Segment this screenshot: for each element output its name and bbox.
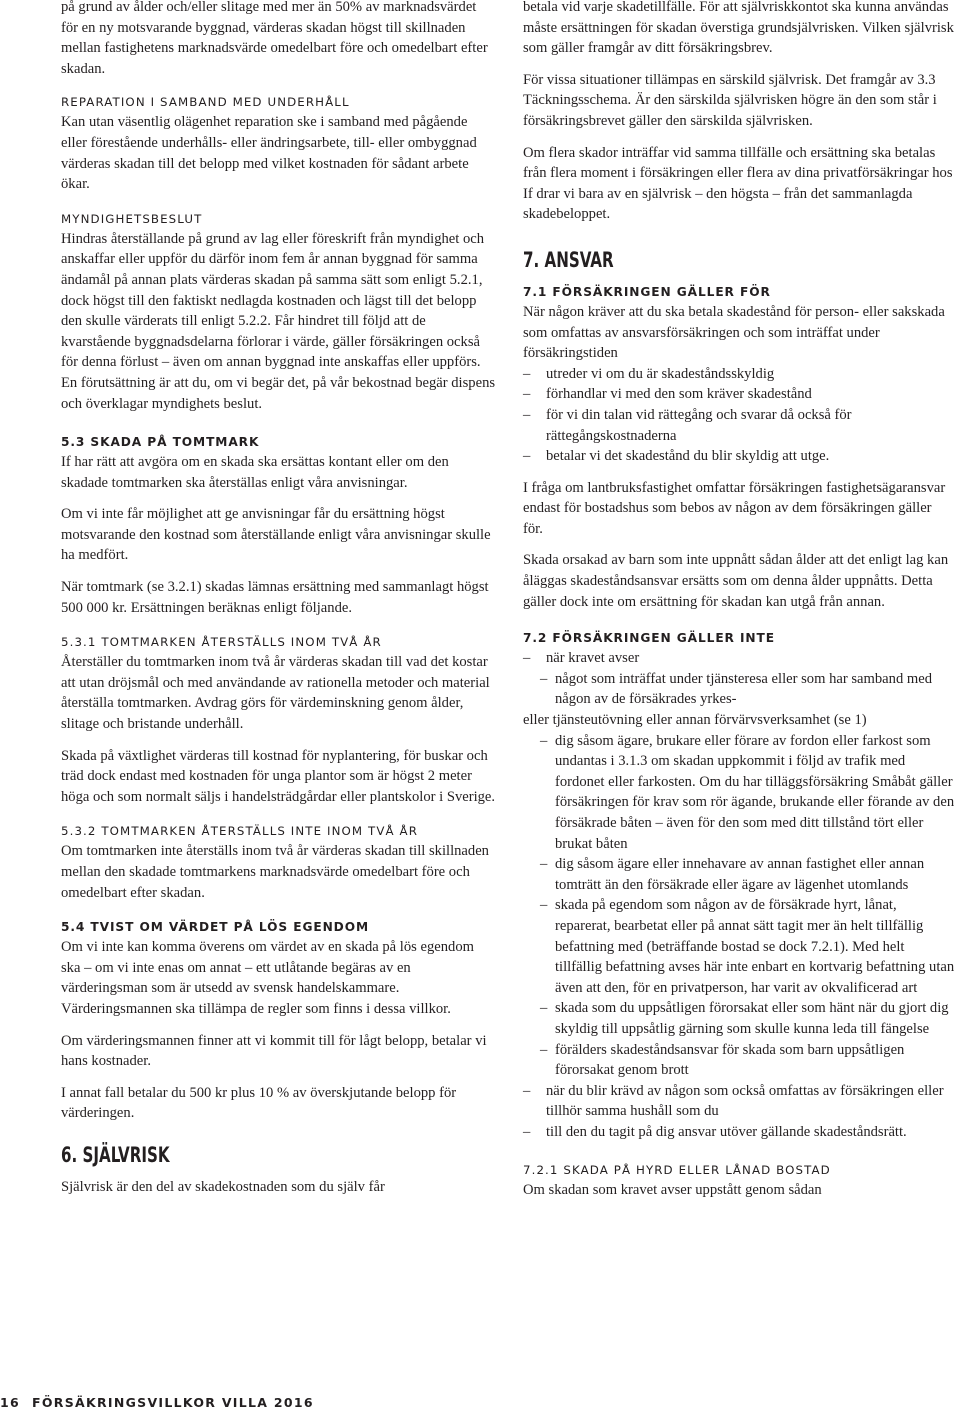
s531-p2: Skada på växtlighet värderas till kostnad för nyplantering, för buskar och träd dock endast med kostnaden för unga plantor som är högst 2 meter höga och som normalt säljs i handelsträdgårdar eller plantskolor i Sverige. [61, 747, 496, 805]
heading-7-1: 7.1 FÖRSÄKRINGEN GÄLLER FÖR [523, 284, 771, 299]
s71-p2: I fråga om lantbruksfastighet omfattar försäkringen fastighetsägaransvar endast för bostadshus som bebos av någon av dem försäkringen gäller för. [523, 479, 946, 537]
list-item: – när kravet avser [523, 648, 955, 669]
list-item: – till den du tagit på dig ansvar utöver gällande skadeståndsrätt. [523, 1122, 955, 1143]
s53-p1: If har rätt att avgöra om en skada ska ersättas kontant eller om den skadade tomtmarken ska återställas enligt våra anvisningar. [61, 454, 449, 491]
list-item-continuation: eller tjänsteutövning eller annan förvärvsverksamhet (se 1) [523, 712, 867, 729]
heading-reparation: REPARATION I SAMBAND MED UNDERHÅLL [61, 95, 350, 110]
s53-p2: Om vi inte får möjlighet att ge anvisningar får du ersättning högst motsvarande den kostnad som återställande enligt våra anvisningar skulle ha medfört. [61, 506, 491, 564]
heading-6-sjalvrisk: 6. SJÄLVRISK [61, 1142, 170, 1167]
list-item: – skada som du uppsåtligen förorsakat eller som hänt när du gjort dig skyldig till uppsåtlig gärning som skulle kunna leda till fängelse [523, 998, 955, 1039]
s6-p1: Självrisk är den del av skadekostnaden som du själv får [61, 1178, 385, 1195]
list-item: – betalar vi det skadestånd du blir skyldig att utge. [523, 446, 955, 467]
myndighet-text: Hindras återställande på grund av lag eller föreskrift från myndighet och anskaffar eller uppför du därför inom fem år annan byggnad för samma ändamål på annan plats värderas skadan på samma sätt som enligt 5.2.1, dock högst till den faktiskt nedlagda kostnaden och lägst till det belopp den skulle värderats till enligt 5.2.2. Får hindret till följd att de kvarstående byggnadsdelarna förlorar i värde, gäller försäkringen också för denna förlust – även om annan byggnad inte anskaffas eller uppförs. En förutsättning är att du, om vi begär det, på vår bekostnad begär dispens och överklagar myndighets beslut. [61, 230, 496, 412]
page-number: 16 [0, 1395, 20, 1410]
s531-p1: Återställer du tomtmarken inom två år värderas skadan till vad det kostar att utan dröjsmål och med användande av rationella metoder och material återställa tomtmarken. Avdrag görs för värdeminskning genom ålder, slitage och bristande underhåll. [61, 654, 490, 733]
list-item: – för vi din talan vid rättegång och svarar då också för rättegångskostnaderna [523, 405, 955, 446]
list-item: – förälders skadeståndsansvar för skada som barn uppsåtligen förorsakat genom brott [523, 1040, 955, 1081]
heading-5-3: 5.3 SKADA PÅ TOMTMARK [61, 435, 260, 450]
reparation-text: Kan utan väsentlig olägenhet reparation ske i samband med pågående eller förestående underhålls- eller ändringsarbete, till- eller ombyggnad värderas skadan till det belopp med vilket kostnaden för sådant arbete ökar. [61, 114, 477, 193]
heading-5-3-2: 5.3.2 TOMTMARKEN ÅTERSTÄLLS INTE INOM TVÅ ÅR [61, 824, 419, 839]
heading-5-4: 5.4 TVIST OM VÄRDET PÅ LÖS EGENDOM [61, 920, 369, 935]
list-item: – utreder vi om du är skadeståndsskyldig [523, 364, 955, 385]
s71-p1: När någon kräver att du ska betala skadestånd för person- eller sakskada som omfattas av ansvarsförsäkringen och som inträffat under försäkringstiden [523, 303, 945, 362]
s54-p3: I annat fall betalar du 500 kr plus 10 % av överskjutande belopp för värderingen. [61, 1084, 457, 1122]
heading-7-ansvar: 7. ANSVAR [523, 247, 614, 272]
list-item: – förhandlar vi med den som kräver skadestånd [523, 384, 955, 405]
list-item: – dig såsom ägare, brukare eller förare av fordon eller farkost som undantas i 3.1.3 om skadan uppkommit i följd av trafik med fordonet eller farkosten. Om du har tilläggsförsäkring Småbåt gäller försäkringen för krav som rör ägande, brukande eller förande av den försäkrade båten – även för den som med ditt tillstånd tört eller brukat båten [523, 731, 955, 855]
s54-p1: Om vi inte kan komma överens om värdet av en skada på lös egendom ska – om vi inte enas om annat – ett utlåtande begäras av en värderingsman som är utsedd av svensk handelskammare. Värderingsmannen ska tillämpa de regler som finns i dessa villkor. [61, 939, 474, 1017]
list-item: – när du blir krävd av någon som också omfattas av försäkringen eller tillhör samma hushåll som du [523, 1081, 955, 1122]
heading-myndighetsbeslut: MYNDIGHETSBESLUT [61, 211, 203, 226]
s53-p3: När tomtmark (se 3.2.1) skadas lämnas ersättning med sammanlagt högst 500 000 kr. Ersättningen beräknas enligt följande. [61, 579, 489, 616]
right-column [523, 0, 955, 1211]
page-footer [0, 1395, 400, 1413]
intro-paragraph: på grund av ålder och/eller slitage med mer än 50% av marknadsvärdet för en ny motsvarande byggnad, värderas skadan högst till skillnaden mellan fastighetens marknadsvärde omedelbart före och omedelbart efter skadan. [61, 0, 488, 77]
list-item: – något som inträffat under tjänsteresa eller som har samband med någon av de försäkrades yrkes- [523, 669, 955, 710]
footer-title: FÖRSÄKRINGSVILLKOR VILLA 2016 [32, 1395, 314, 1410]
heading-7-2-1: 7.2.1 SKADA PÅ HYRD ELLER LÅNAD BOSTAD [523, 1162, 831, 1177]
right-continuation: betala vid varje skadetillfälle. För att självriskkontot ska kunna användas måste ersättningen för skadan överstiga grundsjälvrisken. Vilken självrisk som gäller framgår av ditt försäkringsbrev. [523, 0, 954, 57]
left-column [61, 0, 497, 1209]
s721-p1: Om skadan som kravet avser uppstått genom sådan [523, 1181, 822, 1198]
right-p3: Om flera skador inträffar vid samma tillfälle och ersättning ska betalas från flera moment i försäkringen eller flera av dina privatförsäkringar hos If drar vi bara av en självrisk – den högsta – från det sammanlagda skadebeloppet. [523, 144, 953, 223]
right-p2: För vissa situationer tillämpas en särskild självrisk. Det framgår av 3.3 Täckningsschema. Är den särskilda självrisken högre än den som står i försäkringsbrevet gäller den särskilda självrisken. [523, 71, 937, 129]
heading-5-3-1: 5.3.1 TOMTMARKEN ÅTERSTÄLLS INOM TVÅ ÅR [61, 635, 382, 650]
list-item: – dig såsom ägare eller innehavare av annan fastighet eller annan tomträtt än den försäkrade eller ägare av lägenhet utomlands [523, 854, 955, 895]
s71-p3: Skada orsakad av barn som inte uppnått sådan ålder att det enligt lag kan åläggas skadeståndsansvar ersätts som om denna ålder uppnåtts. Detta gäller dock inte om ersättning för skadan kan utgå från annan. [523, 552, 949, 610]
s532-p1: Om tomtmarken inte återställs inom två år värderas skadan till skillnaden mellan den skadade tomtmarkens marknadsvärde omedelbart före och omedelbart efter skadan. [61, 843, 489, 901]
list-item: – skada på egendom som någon av de försäkrade hyrt, lånat, reparerat, bearbetat eller på annat sätt tagit mer än helt tillfällig befattning med (beträffande bostad se dock 7.2.1). Med helt tillfällig befattning avses här inte enbart en kortvarig befattning utan även att den, för en privatperson, har varit av okvalificerad art [523, 895, 955, 998]
heading-7-2: 7.2 FÖRSÄKRINGEN GÄLLER INTE [523, 631, 775, 646]
s54-p2: Om värderingsmannen finner att vi kommit till för lågt belopp, betalar vi hans kostnader. [61, 1032, 487, 1070]
